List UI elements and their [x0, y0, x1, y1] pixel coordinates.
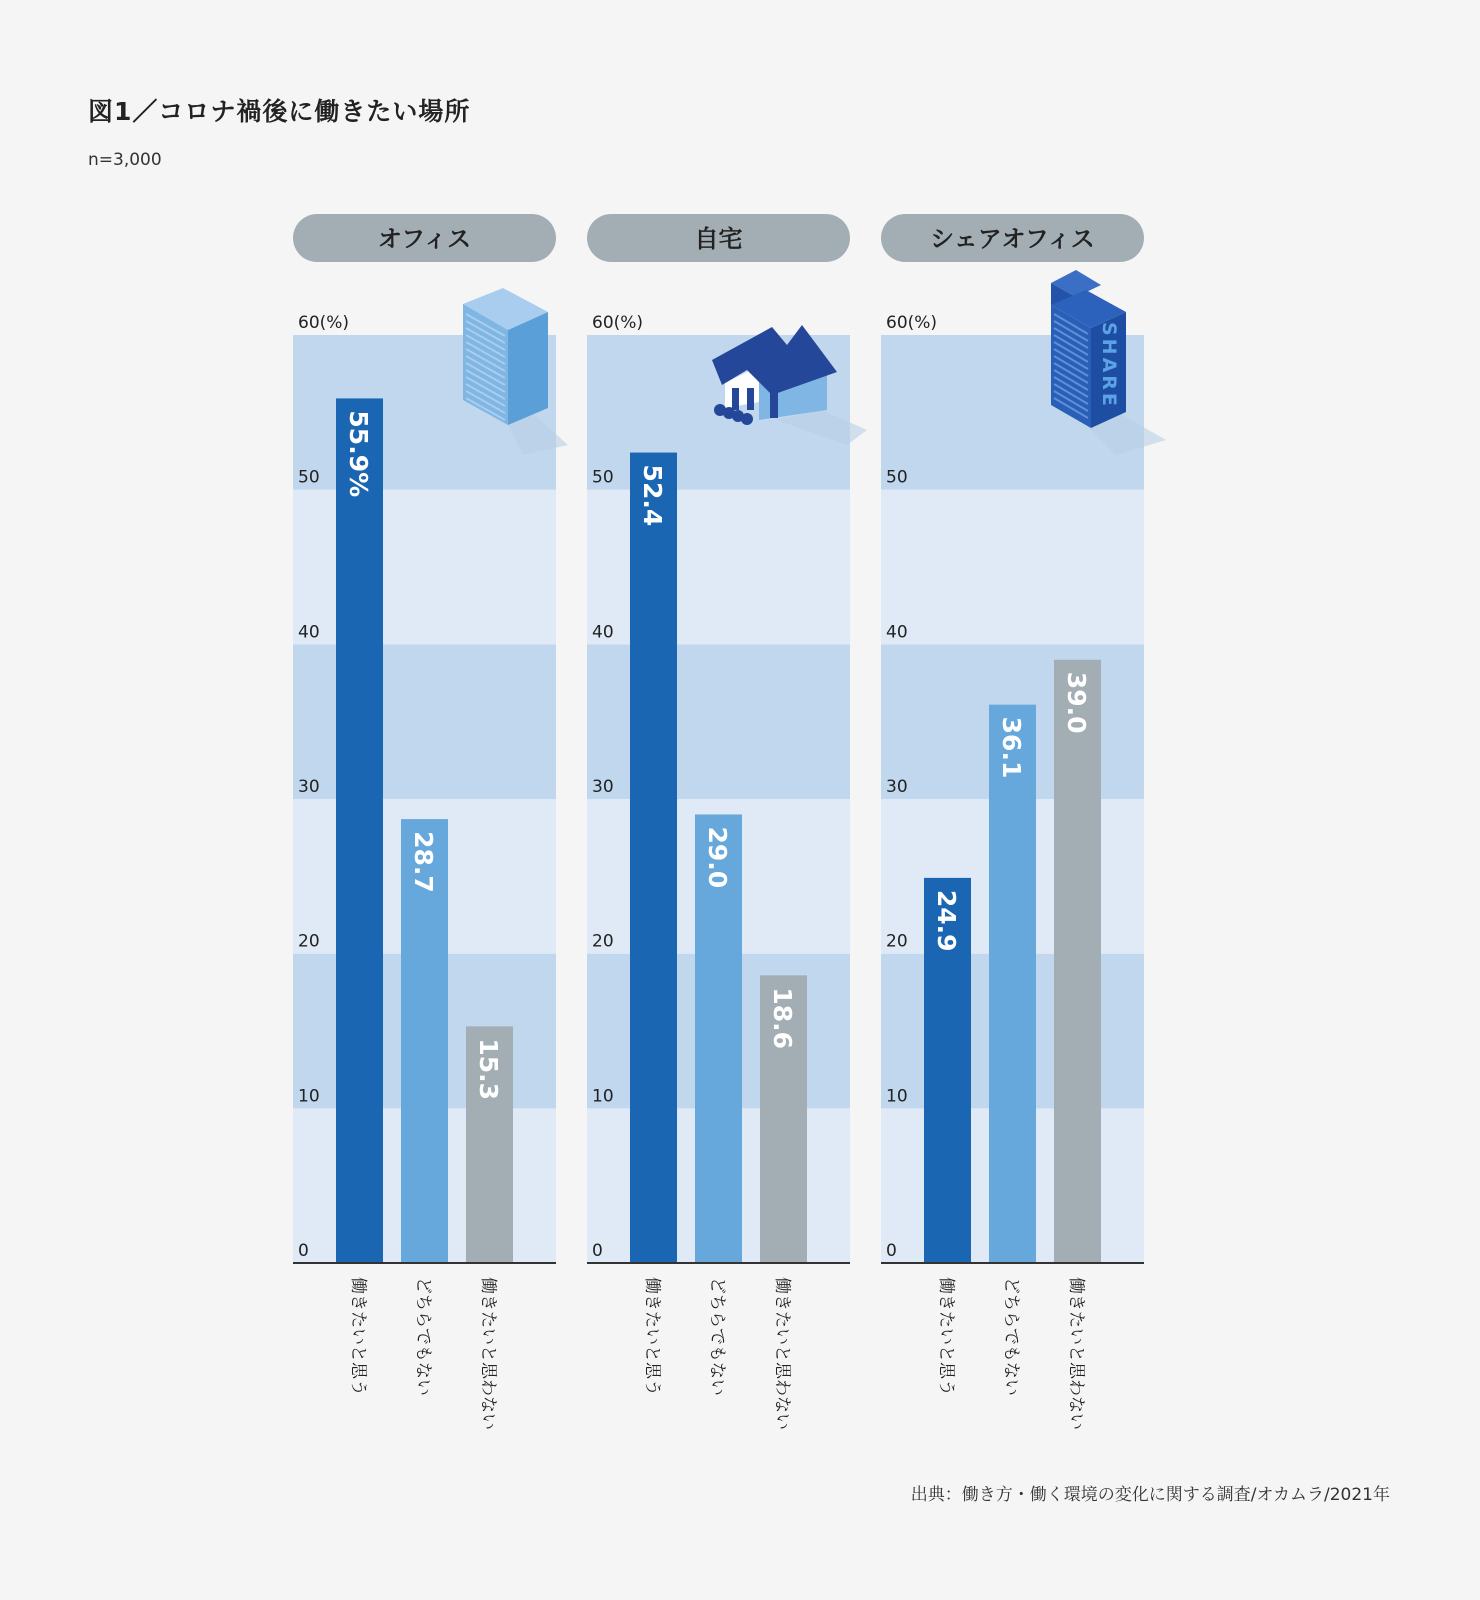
- y-tick-label: 30: [886, 777, 908, 797]
- y-tick-label: 50: [298, 467, 320, 488]
- y-tick-label: 20: [886, 931, 908, 952]
- chart-panel: [881, 214, 1166, 1430]
- panel-title: オフィス: [377, 225, 472, 253]
- category-label: どちらでもない: [707, 1277, 727, 1396]
- y-tick-label: 0: [298, 1241, 309, 1261]
- panel-title: シェアオフィス: [930, 225, 1095, 253]
- y-tick-label: 40: [886, 622, 908, 643]
- bar-value-label: 15.3: [474, 1038, 503, 1101]
- icon-right-face: [508, 312, 548, 425]
- chart-panel: [293, 214, 568, 1430]
- bar: [989, 705, 1036, 1263]
- y-tick-label: 20: [298, 931, 320, 952]
- bar-value-label: 18.6: [768, 987, 797, 1050]
- y-tick-label: 50: [886, 467, 908, 488]
- y-tick-label: 10: [298, 1086, 320, 1107]
- y-tick-label: 20: [592, 931, 614, 952]
- category-label: 働きたいと思う: [642, 1277, 662, 1396]
- grid-band: [293, 644, 556, 799]
- grid-band: [587, 490, 850, 645]
- icon-door: [770, 390, 778, 418]
- y-tick-label: 10: [592, 1086, 614, 1107]
- y-tick-label: 40: [592, 622, 614, 643]
- category-label: 働きたいと思う: [936, 1277, 956, 1396]
- source-note: 出典：働き方・働く環境の変化に関する調査/オカムラ/2021年: [910, 1485, 1390, 1505]
- grid-band: [881, 490, 1144, 645]
- bar: [336, 398, 383, 1263]
- grid-band: [293, 490, 556, 645]
- icon-share-label: SHARE: [1098, 322, 1120, 409]
- icon-window: [747, 388, 754, 410]
- figure-title: 図1／コロナ禍後に働きたい場所: [88, 97, 471, 126]
- icon-window: [732, 388, 739, 410]
- category-label: 働きたいと思う: [348, 1277, 368, 1396]
- y-tick-label: 50: [592, 467, 614, 488]
- y-tick-label: 0: [592, 1241, 603, 1261]
- y-tick-label: 40: [298, 622, 320, 643]
- y-tick-label: 60(%): [886, 313, 938, 333]
- bar-value-label: 28.7: [409, 831, 438, 893]
- sample-size: n=3,000: [88, 150, 162, 170]
- icon-hedge: [741, 413, 753, 425]
- bar-value-label: 39.0: [1062, 671, 1091, 734]
- category-label: どちらでもない: [413, 1277, 433, 1396]
- bar-value-label: 52.4: [638, 464, 667, 527]
- y-tick-label: 30: [592, 777, 614, 797]
- chart-panel: [587, 214, 867, 1430]
- y-tick-label: 10: [886, 1086, 908, 1107]
- category-label: 働きたいと思わない: [478, 1277, 498, 1430]
- bar: [630, 453, 677, 1263]
- y-tick-label: 60(%): [592, 313, 644, 333]
- bar-value-label: 24.9: [932, 889, 961, 952]
- bar: [1054, 660, 1101, 1263]
- category-label: どちらでもない: [1001, 1277, 1021, 1396]
- bar-value-label: 29.0: [703, 826, 732, 889]
- category-label: 働きたいと思わない: [1066, 1277, 1086, 1430]
- category-label: 働きたいと思わない: [772, 1277, 792, 1430]
- y-tick-label: 60(%): [298, 313, 350, 333]
- grid-band: [587, 644, 850, 799]
- bar-value-label: 36.1: [997, 716, 1026, 779]
- bar-value-label: 55.9%: [344, 410, 373, 498]
- panel-title: 自宅: [694, 225, 743, 253]
- y-tick-label: 0: [886, 1241, 897, 1261]
- y-tick-label: 30: [298, 777, 320, 797]
